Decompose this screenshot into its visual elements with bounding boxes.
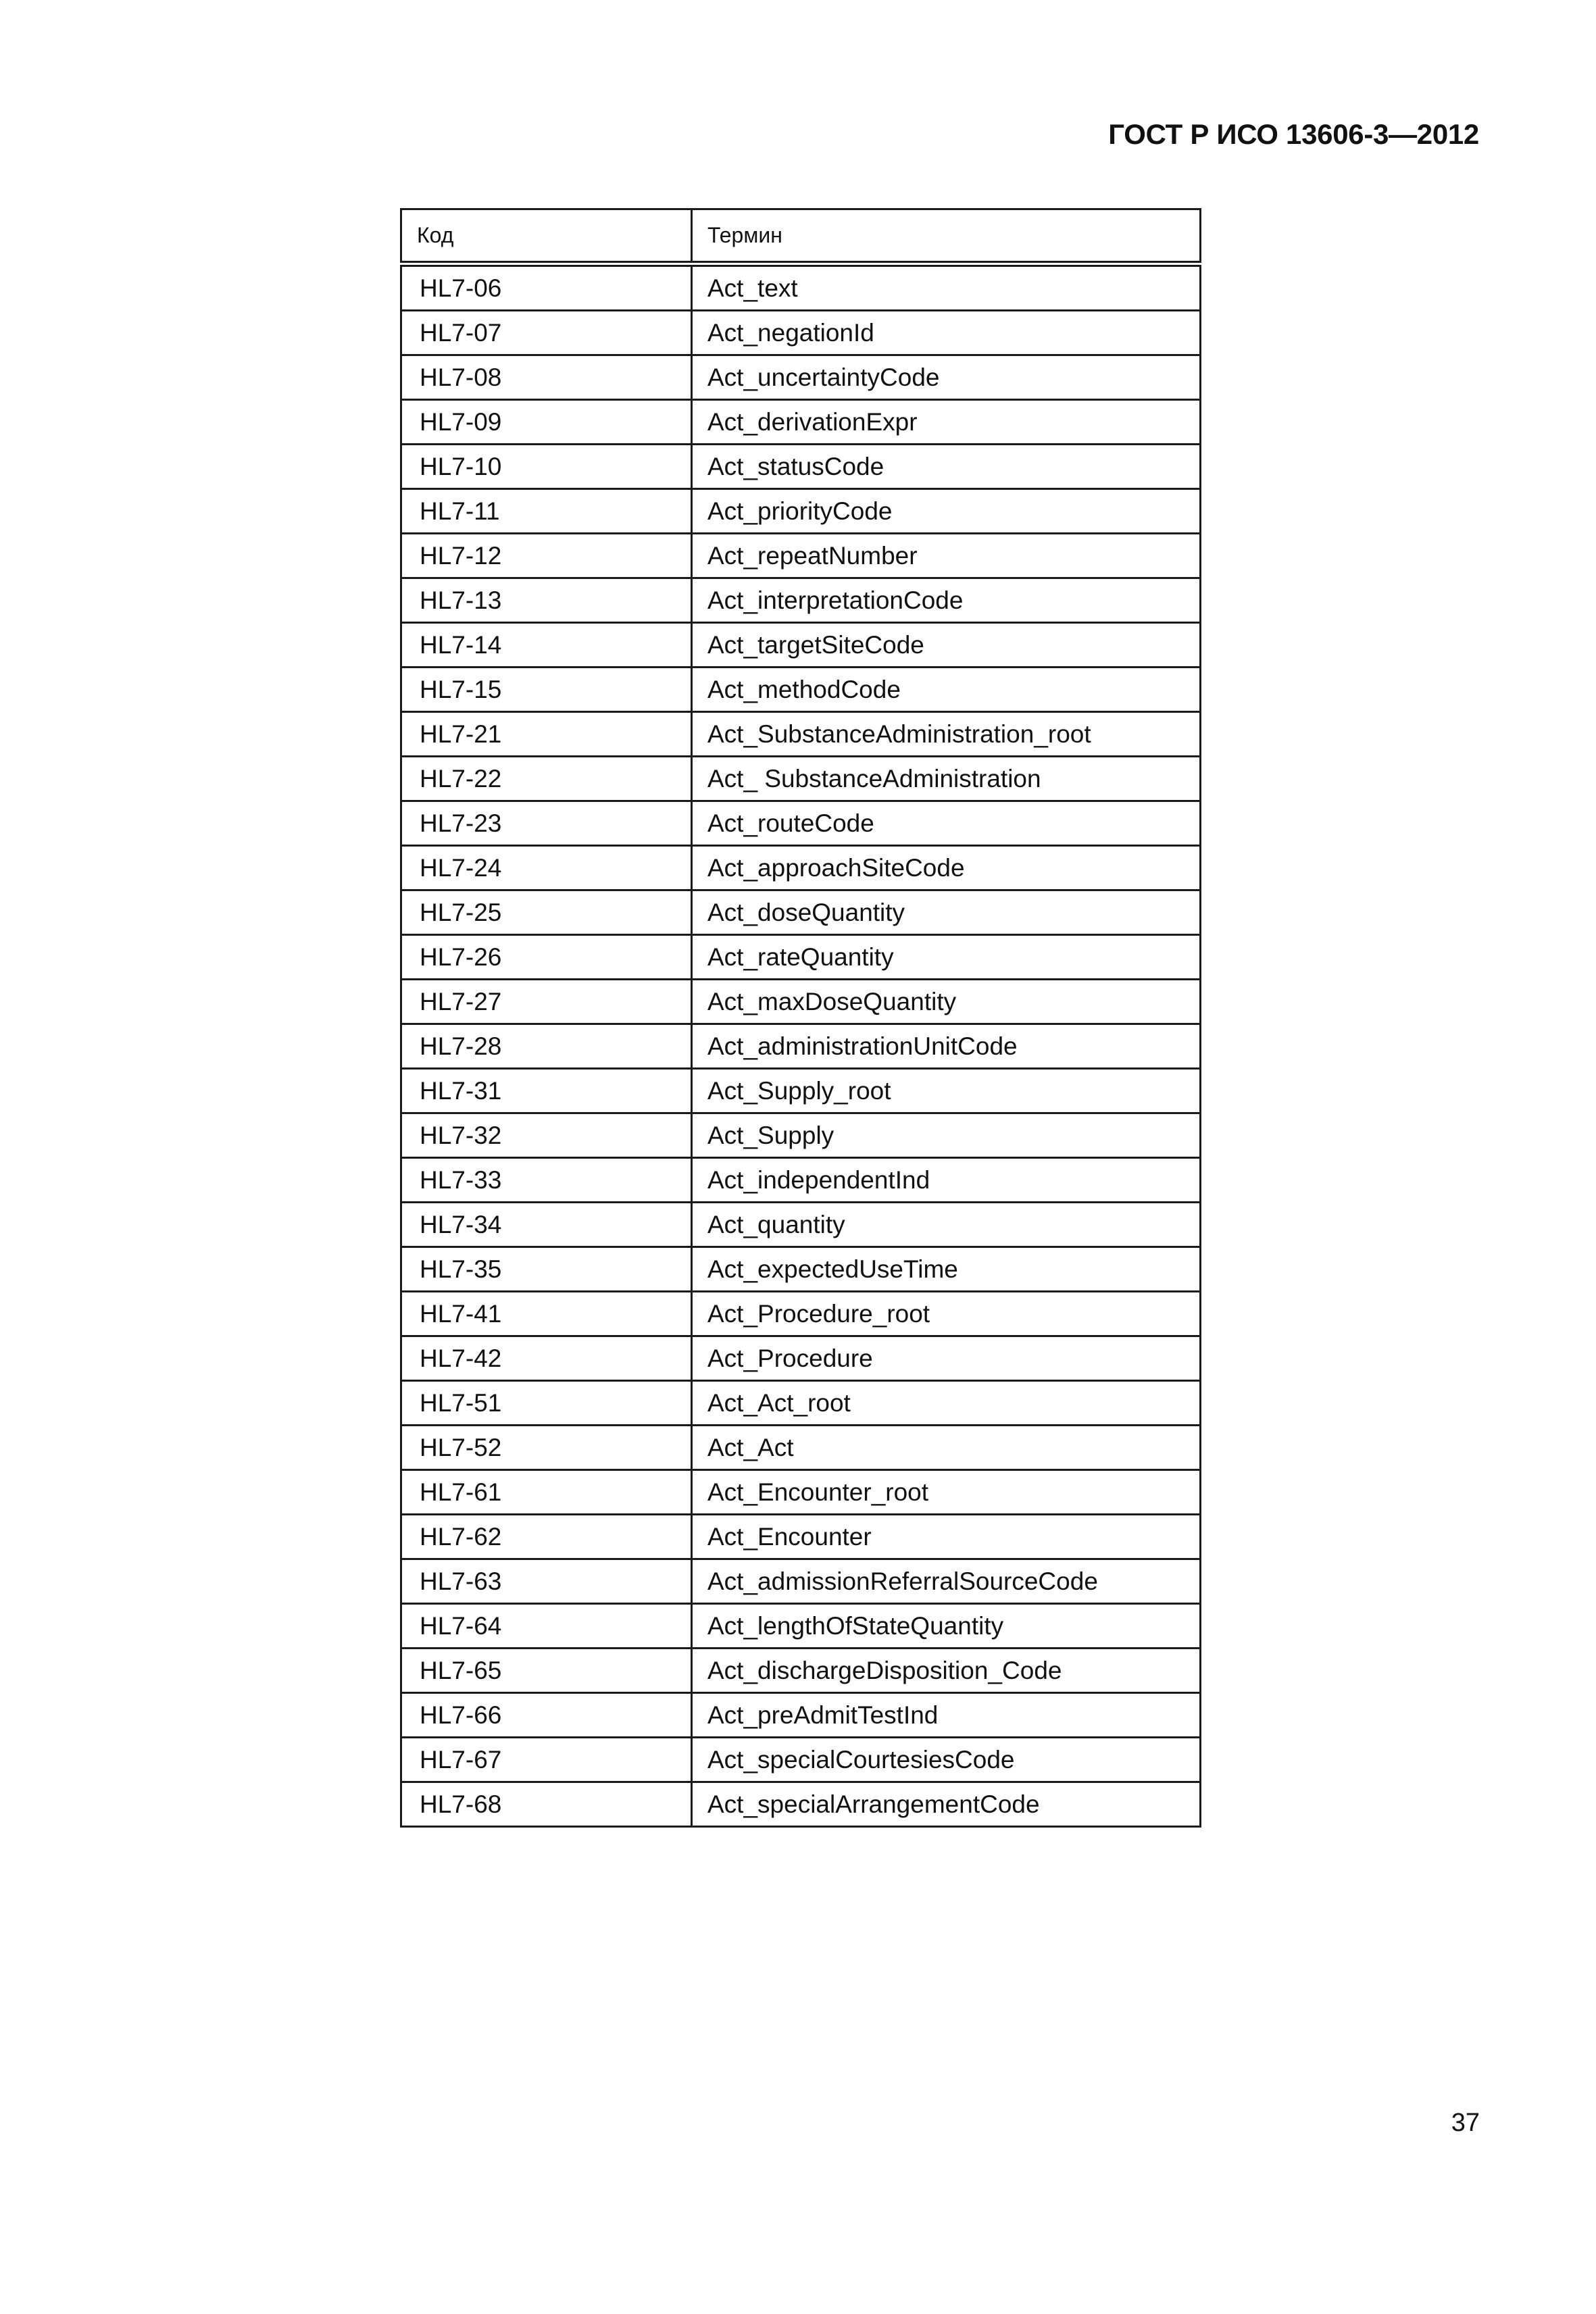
term-cell: Act_statusCode — [692, 445, 1201, 489]
code-cell: HL7-66 — [401, 1693, 692, 1738]
term-cell: Act_methodCode — [692, 668, 1201, 712]
term-cell: Act_Encounter — [692, 1515, 1201, 1559]
table-header-row — [401, 209, 1201, 264]
code-cell: HL7-11 — [401, 489, 692, 534]
term-cell: Act_independentInd — [692, 1158, 1201, 1203]
table-row — [401, 1247, 1201, 1292]
term-cell: Act_specialArrangementCode — [692, 1782, 1201, 1827]
term-cell: Act_routeCode — [692, 801, 1201, 846]
code-cell: HL7-25 — [401, 890, 692, 935]
code-cell: HL7-06 — [401, 264, 692, 311]
term-cell: Act_negationId — [692, 311, 1201, 355]
code-cell: HL7-42 — [401, 1336, 692, 1381]
code-cell: HL7-31 — [401, 1069, 692, 1113]
code-cell: HL7-13 — [401, 578, 692, 623]
table-row — [401, 801, 1201, 846]
table-row — [401, 935, 1201, 980]
code-cell: HL7-61 — [401, 1470, 692, 1515]
code-cell: HL7-24 — [401, 846, 692, 890]
table-row — [401, 400, 1201, 445]
term-cell: Act_specialCourtesiesCode — [692, 1738, 1201, 1782]
term-cell: Act_administrationUnitCode — [692, 1024, 1201, 1069]
table-row — [401, 1604, 1201, 1649]
term-cell: Act_quantity — [692, 1203, 1201, 1247]
term-cell: Act_Procedure_root — [692, 1292, 1201, 1336]
term-cell: Act_approachSiteCode — [692, 846, 1201, 890]
table-row — [401, 578, 1201, 623]
term-cell: Act_dischargeDisposition_Code — [692, 1649, 1201, 1693]
term-cell: Act_rateQuantity — [692, 935, 1201, 980]
term-cell: Act_maxDoseQuantity — [692, 980, 1201, 1024]
code-cell: HL7-68 — [401, 1782, 692, 1827]
code-cell: HL7-65 — [401, 1649, 692, 1693]
table-row — [401, 311, 1201, 355]
page-number: 37 — [1451, 2109, 1480, 2137]
table-row — [401, 1515, 1201, 1559]
term-cell: Act_targetSiteCode — [692, 623, 1201, 668]
table-row — [401, 445, 1201, 489]
table-row — [401, 1470, 1201, 1515]
term-cell: Act_derivationExpr — [692, 400, 1201, 445]
document-standard-title: ГОСТ Р ИСО 13606-3—2012 — [1108, 118, 1479, 150]
code-cell: HL7-63 — [401, 1559, 692, 1604]
code-cell: HL7-14 — [401, 623, 692, 668]
code-cell: HL7-07 — [401, 311, 692, 355]
table-row — [401, 1203, 1201, 1247]
table-row — [401, 1738, 1201, 1782]
term-cell: Act_Supply — [692, 1113, 1201, 1158]
table-row — [401, 1113, 1201, 1158]
table-row — [401, 1292, 1201, 1336]
table-row — [401, 1381, 1201, 1426]
code-cell: HL7-26 — [401, 935, 692, 980]
table-row — [401, 980, 1201, 1024]
code-cell: HL7-67 — [401, 1738, 692, 1782]
code-cell: HL7-52 — [401, 1426, 692, 1470]
table-row — [401, 757, 1201, 801]
table-row — [401, 1024, 1201, 1069]
table-row — [401, 534, 1201, 578]
code-cell: HL7-32 — [401, 1113, 692, 1158]
code-cell: HL7-10 — [401, 445, 692, 489]
term-cell: Act_Procedure — [692, 1336, 1201, 1381]
table-row — [401, 668, 1201, 712]
term-cell: Act_preAdmitTestInd — [692, 1693, 1201, 1738]
table-row — [401, 1336, 1201, 1381]
term-cell: Act_Act — [692, 1426, 1201, 1470]
term-cell: Act_uncertaintyCode — [692, 355, 1201, 400]
table-row — [401, 264, 1201, 311]
code-term-table-container — [400, 208, 1199, 1828]
table-row — [401, 1069, 1201, 1113]
term-cell: Act_ SubstanceAdministration — [692, 757, 1201, 801]
term-cell: Act_expectedUseTime — [692, 1247, 1201, 1292]
table-row — [401, 1782, 1201, 1827]
code-cell: HL7-12 — [401, 534, 692, 578]
table-body — [401, 264, 1201, 1827]
table-row — [401, 712, 1201, 757]
code-cell: HL7-09 — [401, 400, 692, 445]
term-cell: Act_Supply_root — [692, 1069, 1201, 1113]
code-cell: HL7-33 — [401, 1158, 692, 1203]
table-row — [401, 1426, 1201, 1470]
code-cell: HL7-64 — [401, 1604, 692, 1649]
code-cell: HL7-08 — [401, 355, 692, 400]
table-row — [401, 1158, 1201, 1203]
term-cell: Act_doseQuantity — [692, 890, 1201, 935]
table-row — [401, 846, 1201, 890]
term-cell: Act_Act_root — [692, 1381, 1201, 1426]
term-cell: Act_repeatNumber — [692, 534, 1201, 578]
term-cell: Act_priorityCode — [692, 489, 1201, 534]
table-row — [401, 623, 1201, 668]
code-cell: HL7-41 — [401, 1292, 692, 1336]
table-row — [401, 355, 1201, 400]
table-row — [401, 1649, 1201, 1693]
code-cell: HL7-28 — [401, 1024, 692, 1069]
code-cell: HL7-27 — [401, 980, 692, 1024]
term-cell: Act_lengthOfStateQuantity — [692, 1604, 1201, 1649]
term-cell: Act_text — [692, 264, 1201, 311]
code-cell: HL7-62 — [401, 1515, 692, 1559]
code-term-table — [400, 208, 1201, 1828]
code-cell: HL7-51 — [401, 1381, 692, 1426]
code-cell: HL7-35 — [401, 1247, 692, 1292]
term-cell: Act_Encounter_root — [692, 1470, 1201, 1515]
term-cell: Act_SubstanceAdministration_root — [692, 712, 1201, 757]
term-cell: Act_interpretationCode — [692, 578, 1201, 623]
column-header-code: Код — [401, 209, 692, 264]
table-row — [401, 890, 1201, 935]
code-cell: HL7-34 — [401, 1203, 692, 1247]
column-header-term: Термин — [692, 209, 1201, 264]
code-cell: HL7-21 — [401, 712, 692, 757]
code-cell: HL7-22 — [401, 757, 692, 801]
table-row — [401, 1693, 1201, 1738]
code-cell: HL7-23 — [401, 801, 692, 846]
table-row — [401, 489, 1201, 534]
code-cell: HL7-15 — [401, 668, 692, 712]
term-cell: Act_admissionReferralSourceCode — [692, 1559, 1201, 1604]
table-row — [401, 1559, 1201, 1604]
